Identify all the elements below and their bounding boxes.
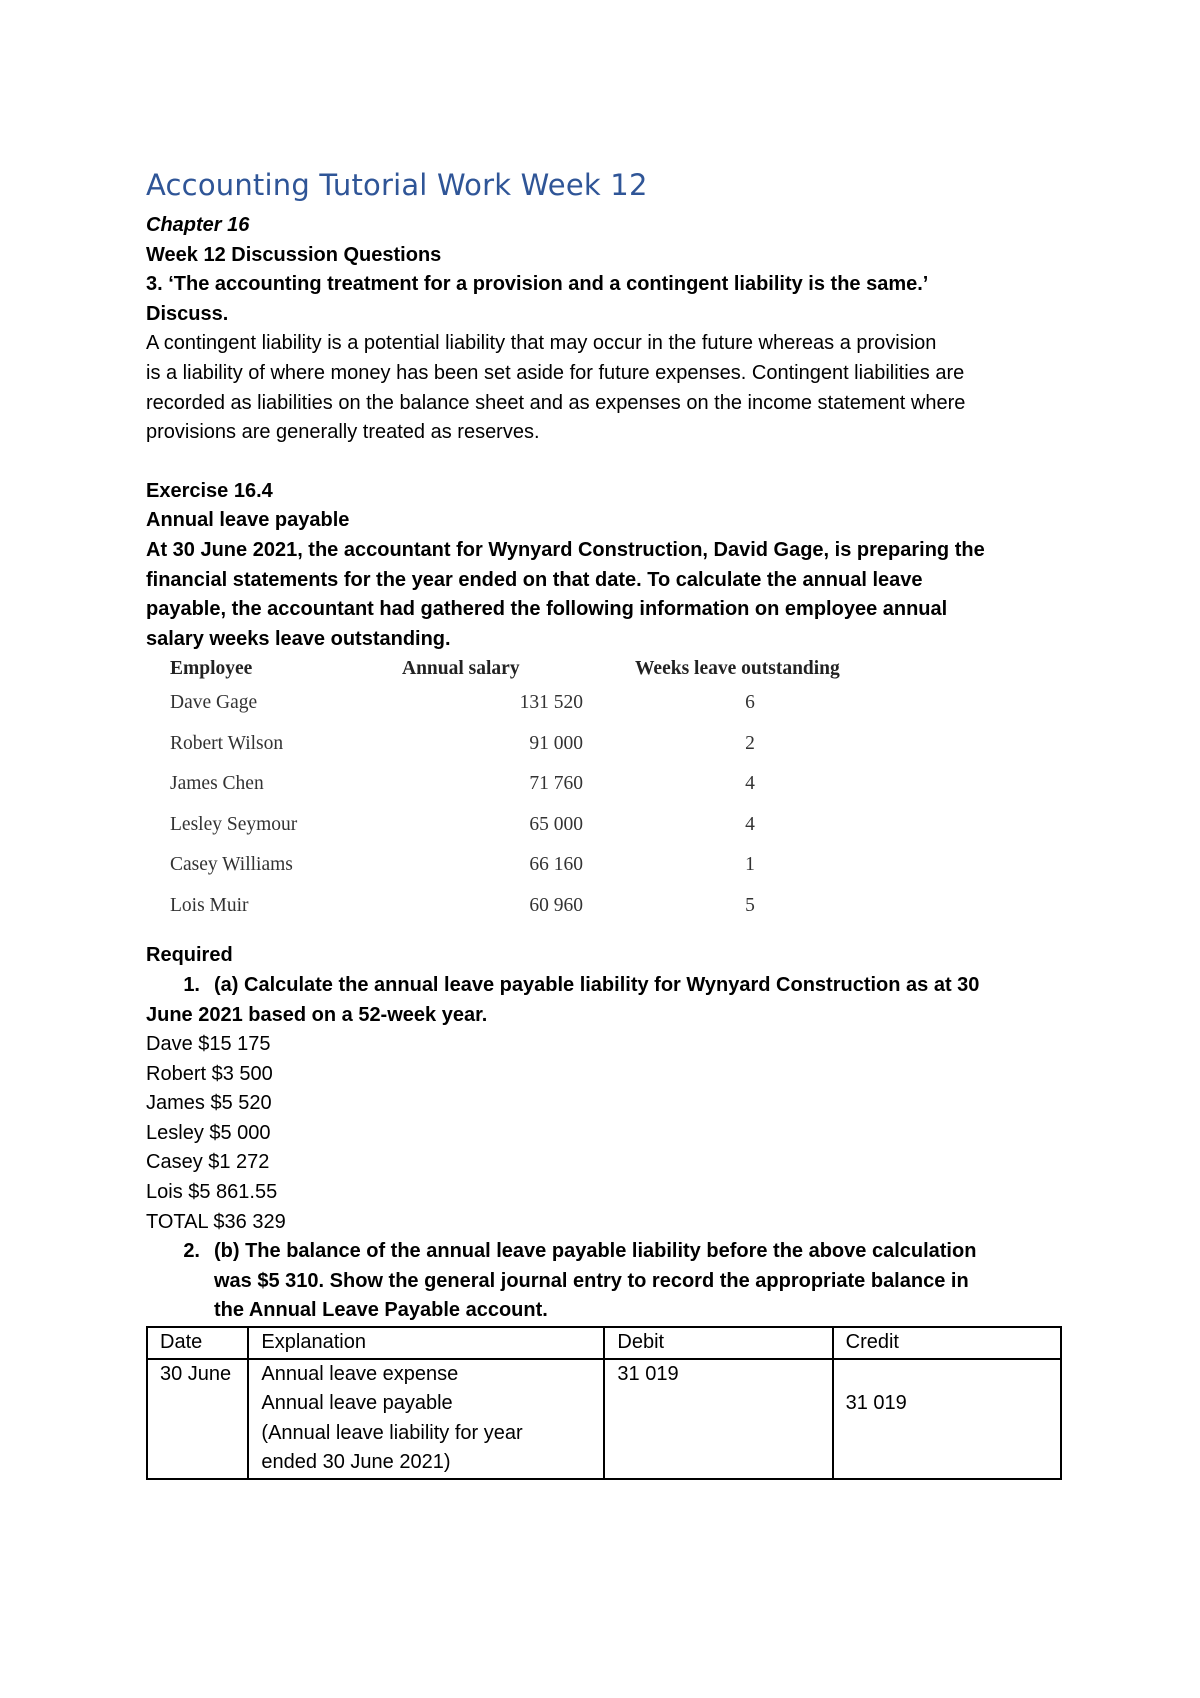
answer-line: A contingent liability is a potential liability that may occur in the future whereas a provision [146,332,937,355]
answer-a-line: James $5 520 [146,1092,272,1115]
weeks-leave: 4 [745,813,755,835]
document-page [146,168,1056,1480]
journal-header-credit: Credit [833,1327,1061,1359]
part-b-line: was $5 310. Show the general journal entry to record the appropriate balance in [214,1269,969,1292]
table-row [170,773,865,814]
journal-header-explanation: Explanation [248,1327,604,1359]
answer-a-line: Casey $1 272 [146,1151,270,1174]
question-3-line2: Discuss. [146,302,229,325]
employee-name: Lesley Seymour [170,813,298,835]
journal-date: 30 June [147,1359,248,1479]
explanation-line: (Annual leave liability for year [261,1421,523,1444]
annual-salary: 131 520 [519,692,583,714]
exercise-intro-line: At 30 June 2021, the accountant for Wynyard Construction, David Gage, is preparing the [146,538,985,561]
part-b-line: (b) The balance of the annual leave payable liability before the above calculation [214,1240,977,1263]
journal-header-date: Date [147,1327,248,1359]
answer-a-line: Lois $5 861.55 [146,1181,278,1204]
list-number: 2. [183,1240,200,1263]
employee-name: James Chen [170,773,264,795]
answer-line: provisions are generally treated as reserves. [146,421,540,444]
annual-salary: 65 000 [529,813,583,835]
document-title: Accounting Tutorial Work Week 12 [146,168,648,202]
weeks-leave: 4 [745,773,755,795]
table-row [170,895,865,936]
journal-entry-row [147,1359,1061,1479]
journal-debit: 31 019 [604,1359,832,1479]
answer-line: is a liability of where money has been set aside for future expenses. Contingent liabilities are [146,361,965,384]
header-weeks-leave: Weeks leave outstanding [635,658,840,680]
part-b-line: the Annual Leave Payable account. [214,1299,548,1322]
employee-table [170,658,865,935]
table-row [170,814,865,855]
exercise-number: Exercise 16.4 [146,479,273,502]
employee-name: Casey Williams [170,854,293,876]
employee-name: Lois Muir [170,894,249,916]
annual-salary: 66 160 [529,854,583,876]
answer-a-line: Dave $15 175 [146,1033,271,1056]
weeks-leave: 5 [745,894,755,916]
header-employee: Employee [170,658,253,680]
answer-line: recorded as liabilities on the balance sheet and as expenses on the income statement where [146,391,966,414]
section-heading: Week 12 Discussion Questions [146,243,442,266]
part-a-line2: June 2021 based on a 52-week year. [146,1003,488,1026]
question-3-line1: 3. ‘The accounting treatment for a provision and a contingent liability is the same.’ [146,273,929,296]
list-number: 1. [183,973,200,996]
required-label: Required [146,944,233,967]
journal-credit-cell [833,1359,1061,1479]
table-row [170,733,865,774]
employee-table-header [170,658,865,692]
header-annual-salary: Annual salary [402,658,520,680]
table-row [170,692,865,733]
employee-name: Dave Gage [170,692,258,714]
annual-salary: 91 000 [529,732,583,754]
exercise-intro-line: salary weeks leave outstanding. [146,627,451,650]
answer-a-total: TOTAL $36 329 [146,1210,286,1233]
list-item-b [146,1237,1056,1326]
explanation-line: Annual leave payable [261,1392,453,1415]
part-a-line1: (a) Calculate the annual leave payable liability for Wynyard Construction as at 30 [214,973,980,996]
table-row [170,854,865,895]
answer-a-line: Robert $3 500 [146,1062,273,1085]
list-item-a [146,971,1056,1001]
journal-header-row [147,1327,1061,1359]
weeks-leave: 6 [745,692,755,714]
weeks-leave: 1 [745,854,755,876]
exercise-intro-line: payable, the accountant had gathered the following information on employee annual [146,598,948,621]
weeks-leave: 2 [745,732,755,754]
explanation-line: Annual leave expense [261,1362,459,1385]
journal-explanation [248,1359,604,1479]
chapter-label: Chapter 16 [146,214,250,236]
journal-header-debit: Debit [604,1327,832,1359]
answer-a-line: Lesley $5 000 [146,1121,271,1144]
employee-name: Robert Wilson [170,732,284,754]
exercise-intro-line: financial statements for the year ended on that date. To calculate the annual leave [146,568,923,591]
annual-salary: 71 760 [529,773,583,795]
journal-credit: 31 019 [845,1392,907,1415]
annual-salary: 60 960 [529,894,583,916]
exercise-name: Annual leave payable [146,509,350,532]
journal-entry-table [146,1326,1062,1480]
explanation-line: ended 30 June 2021) [261,1451,451,1474]
part-b-text [214,1237,1056,1326]
